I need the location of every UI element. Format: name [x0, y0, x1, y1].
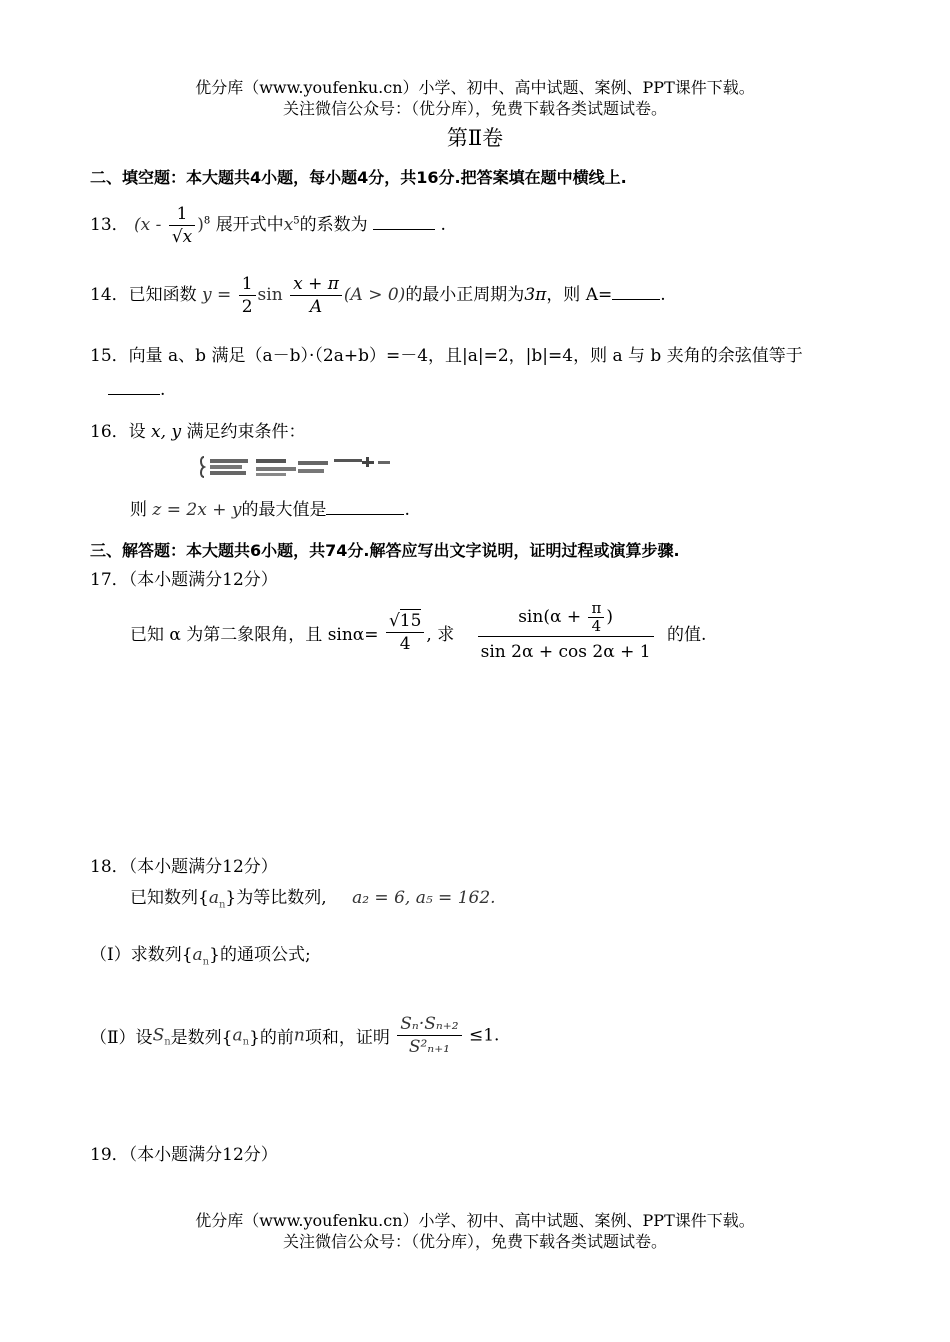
q16-answer-blank[interactable] — [326, 500, 404, 515]
q14-end: . — [660, 285, 666, 305]
q18-part2-S: S — [152, 1025, 165, 1046]
header-line-1: 优分库（www.youfenku.cn）小学、初中、高中试题、案例、PPT课件下载。 — [195, 78, 755, 97]
q19-number: 19． — [90, 1145, 129, 1165]
q15-answer-blank[interactable] — [108, 380, 160, 395]
q18-part1-an-sub: n — [202, 956, 210, 968]
q13-var: x — [283, 215, 294, 235]
q14-y: y = — [202, 285, 232, 305]
q19-score: （本小题满分12分） — [128, 1145, 278, 1165]
q18-text1: 已知数列{ — [130, 888, 209, 908]
q16-text2: 满足约束条件： — [186, 422, 306, 442]
question-16-answer — [130, 495, 410, 520]
q18-part2-an: a — [232, 1025, 243, 1046]
page-title: 第Ⅱ卷 — [446, 126, 504, 150]
q13-number: 13． — [90, 215, 129, 235]
q18-part2-an-sub: n — [242, 1036, 250, 1048]
section2-heading: 二、填空题：本大题共4小题，每小题4分，共16分.把答案填在题中横线上. — [90, 168, 627, 187]
q14-fraction-2 — [290, 273, 342, 318]
q14-frac2-den: A — [309, 297, 323, 317]
q17-big-fraction — [478, 598, 654, 667]
q13-answer-blank[interactable] — [373, 215, 435, 230]
q17-text2: , 求 — [426, 625, 455, 645]
q18-part1-end: }的通项公式; — [209, 945, 311, 965]
footer-line-2: 关注微信公众号：（优分库），免费下载各类试题试卷。 — [282, 1232, 667, 1251]
question-16 — [90, 417, 305, 442]
section3-heading: 三、解答题：本大题共6小题，共74分.解答应写出文字说明，证明过程或演算步骤. — [90, 541, 680, 560]
question-18-part1 — [90, 940, 311, 967]
q17-pi-den: 4 — [591, 617, 602, 635]
q15-text: 向量 a、b 满足（a－b）·（2a+b）=－4，且|a|=2，|b|=4，则 a 与 b 夹角的余弦值等于 — [128, 346, 803, 366]
q17-score: （本小题满分12分） — [128, 570, 278, 590]
q14-answer-blank[interactable] — [612, 285, 660, 300]
q18-proof-num: Sₙ·Sₙ₊₂ — [397, 1013, 461, 1036]
question-17-body — [130, 598, 706, 667]
question-19-header — [90, 1140, 278, 1165]
question-17-header — [90, 565, 278, 590]
q14-fraction-1 — [239, 273, 256, 318]
q13-expr-open: (x - — [134, 215, 162, 235]
q13-frac-den: x — [182, 227, 193, 247]
q16-constraints-image — [198, 455, 393, 479]
footer-line-1: 优分库（www.youfenku.cn）小学、初中、高中试题、案例、PPT课件下载。 — [195, 1211, 755, 1230]
q13-end: . — [440, 215, 446, 235]
q17-sin-fraction: $\frac{√15}{4}$ — [386, 610, 424, 655]
q18-part2-t2: }的前 — [249, 1028, 294, 1048]
q17-text3: 的值. — [666, 625, 707, 645]
q18-score: （本小题满分12分） — [128, 857, 278, 877]
q14-frac1-num: 1 — [239, 273, 256, 296]
q17-big-num-b: ) — [606, 607, 613, 627]
question-18-part2 — [90, 1013, 499, 1058]
q18-part1-an: a — [192, 945, 203, 965]
q15-end: . — [160, 380, 166, 400]
q14-frac1-den: 2 — [241, 297, 253, 317]
q18-text2: }为等比数列, — [225, 888, 327, 908]
q13-text2: 的系数为 — [299, 215, 368, 235]
q18-part1-label: （Ⅰ）求数列{ — [90, 945, 193, 965]
q14-text3: ，则 A= — [546, 285, 613, 305]
q14-text2: 的最小正周期为 — [405, 285, 525, 305]
q18-part2-label: （Ⅱ）设 — [90, 1028, 153, 1048]
q16-text1: 设 — [128, 422, 146, 442]
question-18-body — [130, 883, 496, 910]
q17-text1: 已知 α 为第二象限角，且 sinα= — [130, 625, 379, 645]
q18-proof-fraction — [397, 1013, 461, 1058]
q17-number: 17． — [90, 570, 129, 590]
question-14 — [90, 273, 666, 318]
header-line-2: 关注微信公众号：（优分库），免费下载各类试题试卷。 — [282, 99, 667, 118]
q16-end: . — [404, 500, 410, 520]
q16-text3: 则 — [130, 500, 147, 520]
q18-proof-end: ≤1. — [468, 1025, 500, 1046]
q18-number: 18． — [90, 857, 129, 877]
q18-part2-n: n — [293, 1025, 305, 1046]
q17-big-num-a: sin(α + — [518, 607, 582, 627]
q18-an-sub: n — [218, 899, 226, 911]
q13-text1: 展开式中 — [215, 215, 284, 235]
q14-number: 14． — [90, 285, 129, 305]
question-15 — [90, 341, 803, 366]
q18-part2-S-sub: n — [164, 1036, 171, 1048]
q18-an: a — [208, 888, 219, 908]
q13-frac-num: 1 — [169, 203, 195, 226]
q18-part2-t3: 项和，证明 — [304, 1028, 390, 1048]
q17-sin-num: 15 — [399, 611, 422, 631]
q16-expr: z = 2x + y — [152, 500, 242, 520]
question-18-header — [90, 852, 278, 877]
q14-condition: (A > 0) — [343, 285, 406, 305]
q16-constraints-blur — [198, 455, 393, 479]
q13-fraction: $\frac{1}{√x}$ — [169, 203, 195, 248]
q13-var-exp: 5 — [293, 215, 300, 227]
q14-frac2-num: x + π — [290, 273, 342, 296]
q14-text1: 已知函数 — [128, 285, 197, 305]
q18-proof-den: S²ₙ₊₁ — [408, 1037, 450, 1057]
q15-number: 15． — [90, 346, 129, 366]
q18-condition: a₂ = 6, a₅ = 162. — [352, 888, 496, 908]
q17-pi-num: π — [588, 600, 604, 618]
q16-number: 16． — [90, 422, 129, 442]
q17-sin-den: 4 — [399, 634, 411, 654]
q15-answer-line — [108, 380, 165, 400]
q14-sin: sin — [257, 285, 283, 305]
q16-text4: 的最大值是 — [241, 500, 327, 520]
q17-big-den: sin 2α + cos 2α + 1 — [480, 642, 651, 662]
q18-part2-t1: 是数列{ — [170, 1028, 233, 1048]
q13-exponent: 8 — [203, 215, 211, 227]
question-13: 13． (x - $\frac{1}{√x}$ )$^8$ 展开式中$x^5$的系数为 . — [90, 204, 446, 247]
q16-vars: x, y — [151, 422, 182, 442]
q14-period: 3π — [524, 285, 547, 305]
